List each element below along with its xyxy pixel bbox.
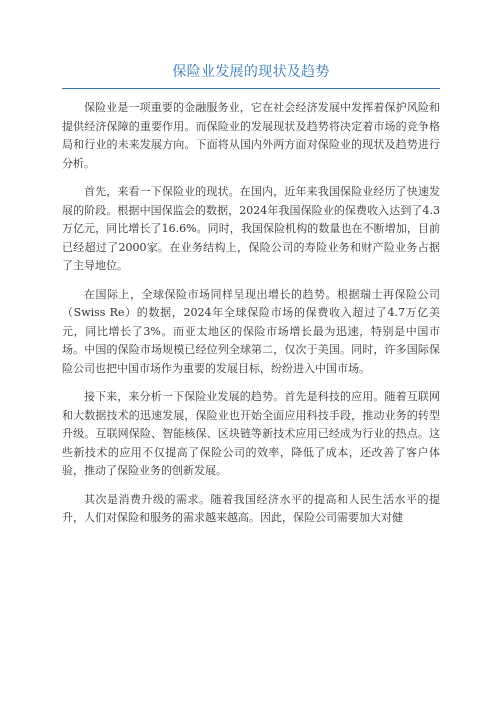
paragraph-technology-trend: 接下来，来分析一下保险业发展的趋势。首先是科技的应用。随着互联网和大数据技术的迅速发展，保险业也开始全面应用科技手段，推动业务的转型升级。互联网保险、智能核保、区块链等新技术应用已经成为行业的热点。这些新技术的应用不仅提高了保险公司的效率，降低了成本，还改善了客户体验，推动了保险业务的创新发展。 <box>62 390 440 477</box>
title-divider <box>62 88 440 89</box>
document-title: 保险业发展的现状及趋势 <box>172 64 330 80</box>
paragraph-international-status: 在国际上，全球保险市场同样呈现出增长的趋势。根据瑞士再保险公司（Swiss Re）的数据，2024年全球保险市场的保费收入超过了4.7万亿美元，同比增长了3%。而亚太地区的保险市场增长最为迅速，特别是中国市场。中国的保险市场规模已经位列全球第二，仅次于美国。同时，许多国际保险公司也把中国市场作为重要的发展目标，纷纷进入中国市场。 <box>62 287 440 375</box>
paragraph-domestic-status: 首先，来看一下保险业的现状。在国内，近年来我国保险业经历了快速发展的阶段。根据中国保监会的数据，2024年我国保险业的保费收入达到了4.3万亿元，同比增长了16.6%。同时，我国保险机构的数量也在不断增加，目前已经超过了2000家。在业务结构上，保险公司的寿险业务和财产险业务占据了主导地位。 <box>62 185 440 272</box>
paragraph-intro: 保险业是一项重要的金融服务业，它在社会经济发展中发挥着保护风险和提供经济保障的重要作用。而保险业的发展现状及趋势将决定着市场的竞争格局和行业的未来发展方向。下面将从国内外两方面对保险业的现状及趋势进行分析。 <box>62 101 440 170</box>
document-body <box>62 99 440 528</box>
paragraph-consumption-trend: 其次是消费升级的需求。随着我国经济水平的提高和人民生活水平的提升，人们对保险和服务的需求越来越高。因此，保险公司需要加大对健 <box>62 492 440 524</box>
